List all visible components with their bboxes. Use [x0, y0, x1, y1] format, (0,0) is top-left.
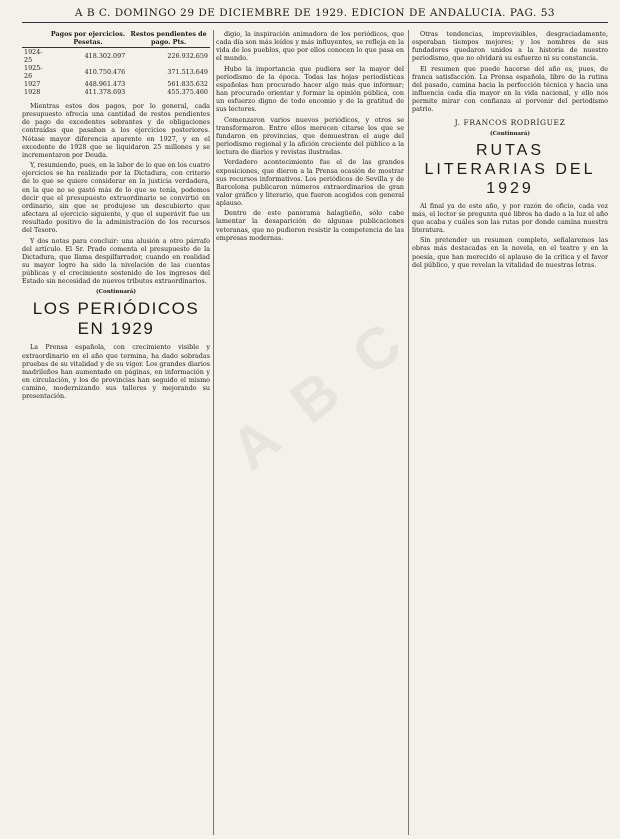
body-paragraph: La Prensa española, con crecimiento visible y extraordinario en el año que termina, ha dado sobradas pruebas de su vitalidad y de su vigor. Los grandes diarios madrileños han aumentado en páginas, en información y en circulación, y los de provincias han seguido el mismo camino, modernizando sus talleres y mejorando su presentación.	[22, 343, 210, 401]
watermark: A B C	[218, 304, 422, 483]
body-paragraph: Mientras estos dos pagos, por lo general, cada presupuesto ofrecía una cantidad de restos pendientes de pago de excedentes sobrantes y de obligaciones contraídas que pasaban a los ejercicios posteriores. Nótase mayor diferencia aparente en 1927, y en el excedente de 1928 que se liquidaron 25 millones y se incrementaron por Deuda.	[22, 102, 210, 159]
table-row	[22, 80, 210, 88]
body-paragraph: digio, la inspiración animadora de los periódicos, que cada día son más leídos y más influyentes, se refleja en la vida de los pueblos, que por ellos conocen lo que pasa en el mundo.	[216, 30, 404, 63]
table-header: Pagos por ejercicios. Pesetas.	[49, 30, 128, 48]
article-title: RUTAS LITERARIAS DEL 1929	[424, 141, 596, 197]
table-cell: 455.375.460	[167, 88, 208, 96]
table-row	[22, 64, 210, 80]
body-paragraph: Y dos notas para concluir: una alusión a otro párrafo del artículo. El Sr. Prado comenta el presupuesto de la Dictadura, que llama despilfarrador, cuando en realidad su mayor logro ha sido la nivelación de las cuentas públicas y el crecimiento sostenido de los ingresos del Estado sin necesidad de nuevos tributos extraordinarios.	[22, 236, 210, 286]
author-signature: J. FRANCOS RODRÍGUEZ	[454, 117, 566, 127]
table-cell: 226.932.659	[167, 52, 208, 60]
body-paragraph: Verdadero acontecimiento fue el de las grandes exposiciones, que dieron a la Prensa ocasión de mostrar sus recursos informativos. Los periódicos de Sevilla y de Barcelona publicaron números extraordinarios de gran valor gráfico y literario, que fueron acogidos con general aplauso.	[216, 158, 404, 208]
column-rule	[408, 30, 409, 835]
article-title: LOS PERIÓDICOS EN 1929	[32, 299, 200, 339]
table-cell: 411.378.693	[84, 88, 126, 96]
table-cell: 418.302.097	[84, 52, 126, 60]
table-header: Restos pendientes de pago. Pts.	[127, 30, 210, 48]
section-separator: (Continuará)	[96, 289, 136, 296]
table-header	[22, 30, 49, 48]
table-cell: 1925-26	[24, 64, 43, 80]
table-cell: 448.961.473	[84, 80, 126, 88]
page-masthead: A B C. DOMINGO 29 DE DICIEMBRE DE 1929. EDICION DE ANDALUCIA. PAG. 53	[22, 4, 608, 23]
column-1	[22, 30, 210, 835]
body-paragraph: Hubo la importancia que pudiera ser la mayor del periodismo de la época. Todas las hojas periodísticas españolas han procurado hacer algo más que informar; han procurado orientar y formar la opinión pública, con un esfuerzo digno de todo encomio y de la gratitud de sus lectores.	[216, 64, 404, 114]
table-cell: 1927	[24, 80, 41, 88]
column-2	[216, 30, 404, 835]
body-paragraph: Comenzaron varios nuevos periódicos, y otros se transformaron. Entre ellos merecen citarse los que se fundaron en provincias, que demuestran el auge del periodismo regional y la afición creciente del público a la lectura de diarios y revistas ilustradas.	[216, 115, 404, 157]
body-paragraph: Otras tendencias, imprevisibles, desgraciadamente, esperaban tiempos mejores; y los nombres de sus fundadores quedaron unidos a la historia de nuestro periodismo, que no olvidará su esfuerzo ni su constancia.	[412, 30, 608, 63]
table-row	[22, 88, 210, 96]
budget-table	[22, 30, 210, 96]
body-paragraph: Dentro de este panorama halagüeño, sólo cabe lamentar la desaparición de algunas publicaciones veteranas, que no pudieron resistir la competencia de las empresas modernas.	[216, 209, 404, 242]
body-paragraph: Al final ya de este año, y por razón de oficio, cada vez más, el lector se pregunta qué libros ha dado a la luz el año que acaba y cuáles son las rutas por donde camina nuestra literatura.	[412, 201, 608, 235]
table-row	[22, 48, 210, 65]
body-paragraph: Sin pretender un resumen completo, señalaremos las obras más destacadas en la novela, en el teatro y en la poesía, que han merecido el aplauso de la crítica y el favor del público, y que revelan la vitalidad de nuestras letras.	[412, 236, 608, 269]
body-paragraph: Y, resumiendo, pues, en la labor de lo que en los cuatro ejercicios se ha realizado por la Dictadura, con criterio de lo que se quiere considerar en la justicia verdadera, en la que no se gastó más de lo que se tenía, podemos decir que el presupuesto extraordinario se convirtió en ordinario, sin que se produjese un descubierto que afectara al ejercicio siguiente, y que el superávit fue un resultado positivo de la administración de los recursos del Tesoro.	[22, 161, 210, 235]
table-cell: 1928	[24, 88, 41, 96]
section-separator: (Continuará)	[490, 130, 530, 137]
table-cell: 371.513.649	[167, 68, 208, 76]
body-paragraph: El resumen que puede hacerse del año es, pues, de franca satisfacción. La Prensa española, libre de la rutina del pasado, camina hacia la perfección técnica y hacia una influencia cada día mayor en la vida nacional, y ello nos permite mirar con confianza al porvenir del periodismo patrio.	[412, 64, 608, 114]
column-rule	[213, 30, 214, 835]
table-cell: 561.835.632	[167, 80, 208, 88]
table-cell: 1924-25	[24, 48, 43, 64]
table-cell: 410.750.476	[84, 68, 126, 76]
column-3	[412, 30, 608, 835]
